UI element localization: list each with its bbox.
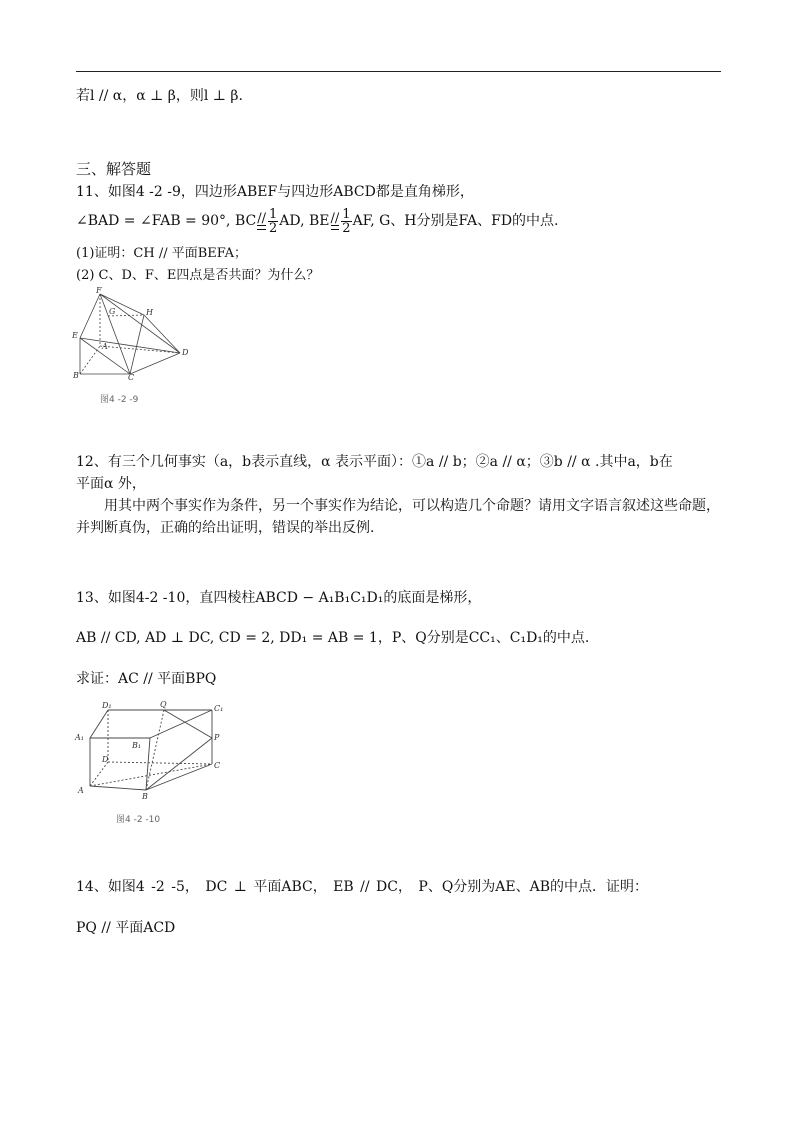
q11-part2: (2) C、D、F、E四点是否共面？为什么？ [76, 268, 320, 283]
q11-fraction-1: $\frac{1}{2}$ [268, 206, 278, 236]
fig1-label-c: C [128, 373, 135, 381]
fig1-label-e: E [72, 331, 78, 340]
fig1-label-b: B [73, 371, 79, 380]
q11-figure [70, 286, 195, 381]
q11-figure-caption: 图4 -2 -9 [100, 395, 139, 405]
q11-line1: 11、如图4 -2 -9，四边形ABEF与四边形ABCD都是直角梯形， [76, 184, 474, 200]
q13-line3: 求证：AC // 平面BPQ [76, 671, 217, 687]
fig2-label-c: C [214, 761, 221, 770]
q11-line2-c: AF, G、H分别是FA、FD的中点. [352, 213, 559, 229]
fig2-label-a: A [78, 786, 84, 795]
q12-line3: 用其中两个事实作为条件，另一个事实作为结论，可以构造几个命题？请用文字语言叙述这些命题， [104, 498, 720, 514]
q11-line2-b: AD, BE [279, 213, 330, 229]
fig2-label-p: P [214, 733, 220, 742]
q11-line2 [76, 204, 559, 238]
q14-line2: PQ // 平面ACD [76, 920, 176, 936]
q14-line1: 14、如图4 -2 -5， DC ⊥ 平面ABC， EB // DC， P、Q分别为AE、AB的中点．证明： [76, 879, 649, 895]
q12-line2: 平面α 外， [76, 476, 146, 492]
fig1-label-f: F [96, 286, 102, 295]
fig2-label-b: B [142, 792, 148, 801]
fig2-label-d1: D₁ [102, 701, 112, 710]
fig1-label-g: G [109, 307, 116, 316]
q13-figure-caption: 图4 -2 -10 [116, 815, 161, 825]
q11-rel-1: // [257, 212, 266, 230]
top-rule [76, 71, 721, 72]
q11-fraction-2: $\frac{1}{2}$ [342, 206, 351, 236]
q12-line4: 并判断真伪，正确的给出证明，错误的举出反例. [76, 520, 375, 536]
fig2-label-b1: B₁ [132, 741, 142, 750]
q13-figure [72, 698, 232, 803]
q11-part1: (1)证明：CH // 平面BEFA； [76, 246, 248, 261]
q11-line2-a: ∠BAD = ∠FAB = 90°, BC [76, 213, 257, 229]
fig1-label-a: A [102, 342, 108, 351]
q13-line2: AB // CD, AD ⊥ DC, CD = 2, DD₁ = AB = 1，P、Q分别是CC₁、C₁D₁的中点. [76, 630, 590, 646]
top-statement: 若l // α，α ⊥ β，则l ⊥ β. [76, 88, 243, 104]
q12-line1: 12、有三个几何事实（a，b表示直线，α 表示平面）：①a // b；②a // α；③b // α .其中a，b在 [76, 454, 673, 470]
fig2-label-c1: C₁ [214, 704, 224, 713]
fig2-label-a1: A₁ [75, 733, 84, 742]
fig1-label-d: D [182, 348, 189, 357]
fig2-label-d: D [102, 755, 109, 764]
q13-line1: 13、如图4-2 -10，直四棱柱ABCD − A₁B₁C₁D₁的底面是梯形， [76, 590, 482, 606]
fig1-label-h: H [146, 308, 153, 317]
section-title: 三、解答题 [76, 160, 152, 178]
q11-rel-2: // [331, 212, 340, 230]
fig2-label-q: Q [160, 700, 167, 709]
